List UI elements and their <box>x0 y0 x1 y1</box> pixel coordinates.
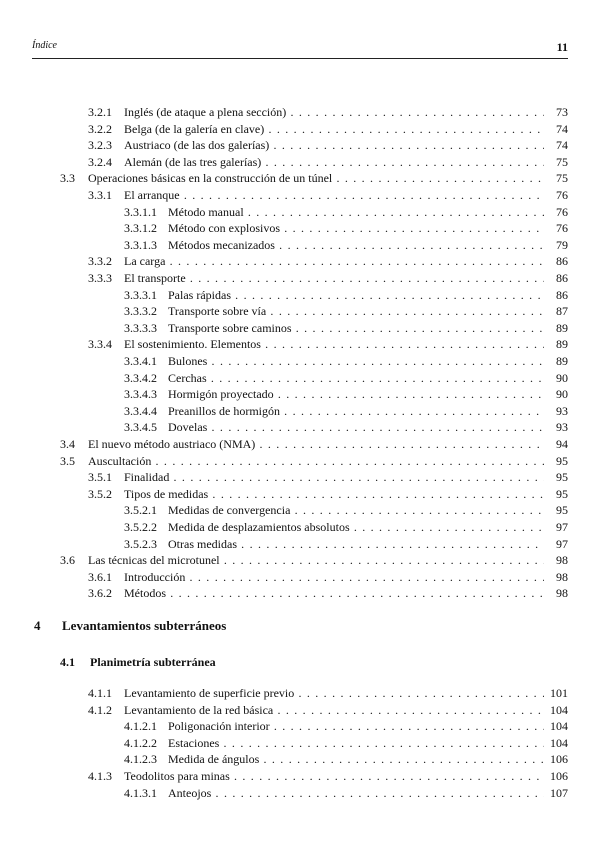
toc-entry <box>0 154 600 170</box>
toc-entry-title: Alemán (de las tres galerías) . . . <box>124 154 544 170</box>
page-number: 11 <box>556 40 568 54</box>
toc-entry-page: 97 <box>556 520 568 534</box>
toc-entry-number: 3.3.1.2 <box>124 221 157 236</box>
toc-entry <box>0 220 600 236</box>
toc-entry-number: 3.3.4 <box>88 337 112 352</box>
toc-entry <box>0 253 600 269</box>
toc-entry-page: 86 <box>556 254 568 269</box>
toc-entry-title: Preanillos de hormigón . . . <box>168 403 544 419</box>
toc-entry <box>0 386 600 402</box>
toc-entry-page: 75 <box>556 154 568 169</box>
toc-entry-number: 3.2.4 <box>88 154 112 169</box>
toc-entry-page: 107 <box>550 785 568 800</box>
toc-entry-title: Operaciones básicas en la construcción de un túnel . . . <box>88 170 544 186</box>
toc-entry-number: 4.1.2.2 <box>124 735 157 750</box>
toc-entry-number: 3.3.1.3 <box>124 237 157 252</box>
toc-entry-title: Estaciones . . . <box>168 735 544 751</box>
toc-entry-number: 3.3.4.4 <box>124 403 157 418</box>
toc-entry-page: 74 <box>556 138 568 153</box>
toc-entry-title: Finalidad . . . <box>124 469 544 485</box>
toc-entry <box>0 270 600 286</box>
toc-entry <box>0 336 600 352</box>
toc-entry-title: Levantamiento de la red básica . . . <box>124 702 544 718</box>
toc-entry-number: 3.5.2 <box>88 486 112 501</box>
toc-entry <box>0 768 600 784</box>
toc-entry-title: Tipos de medidas . . . <box>124 486 544 502</box>
toc-entry-title: Austriaco (de las dos galerías) . . . <box>124 137 544 153</box>
toc-entry <box>0 320 600 336</box>
toc-entry <box>0 469 600 485</box>
toc-entry <box>0 585 600 601</box>
toc-entry-title: El arranque . . . <box>124 187 544 203</box>
toc-entry-title: Medida de desplazamientos absolutos . . . <box>168 519 544 535</box>
toc-entry-title: Métodos . . . <box>124 585 544 601</box>
toc-entry-title: Método con explosivos . . . <box>168 220 544 236</box>
toc-entry-title: Las técnicas del microtunel . . . <box>88 552 544 568</box>
toc-entry-page: 89 <box>556 354 568 368</box>
toc-entry <box>0 718 600 734</box>
toc-entry-number: 4.1.2 <box>88 702 112 717</box>
toc-entry-title: Anteojos . . . <box>168 785 544 801</box>
toc-entry-page: 98 <box>556 586 568 601</box>
toc-entry-page: 76 <box>556 188 568 202</box>
toc-entry-number: 3.3.1 <box>88 188 112 202</box>
toc-entry-page: 75 <box>556 171 568 186</box>
toc-entry-title: El transporte . . . <box>124 270 544 286</box>
toc-entry-title: Método manual . . . <box>168 204 544 220</box>
toc-entry <box>0 419 600 435</box>
toc-entry-number: 3.2.1 <box>88 105 112 119</box>
toc-entry-number: 4.1.2.1 <box>124 719 157 734</box>
toc-entry-page: 106 <box>550 752 568 767</box>
toc-entry-page: 79 <box>556 237 568 252</box>
toc-entry-title: Bulones . . . <box>168 353 544 369</box>
toc-entry-number: 3.3.4.3 <box>124 387 157 402</box>
toc-entry-number: 3.6 <box>60 553 75 568</box>
toc-entry-title: Palas rápidas . . . <box>168 287 544 303</box>
toc-entry-title: Poligonación interior . . . <box>168 718 544 734</box>
toc-entry <box>0 735 600 751</box>
toc-entry <box>0 502 600 518</box>
toc-entry-title: Transporte sobre vía . . . <box>168 303 544 319</box>
toc-entry-number: 3.3.3 <box>88 271 112 285</box>
toc-entry <box>0 170 600 186</box>
toc-entry-number: 3.3.4.5 <box>124 420 157 435</box>
toc-entry-page: 97 <box>556 536 568 551</box>
toc-entry <box>0 785 600 801</box>
toc-entry-number: 3.5.2.3 <box>124 536 157 551</box>
toc-entry-page: 86 <box>556 287 568 302</box>
toc-entry <box>0 137 600 153</box>
toc-entry-title: Teodolitos para minas . . . <box>124 768 544 784</box>
toc-entry <box>0 204 600 220</box>
toc-entry-number: 3.6.2 <box>88 586 112 601</box>
toc-entry <box>0 453 600 469</box>
toc-entry-number: 3.3 <box>60 171 75 186</box>
toc-entry-page: 95 <box>556 486 568 501</box>
toc-entry-page: 98 <box>556 569 568 584</box>
toc-entry-title: Medida de ángulos . . . <box>168 751 544 767</box>
toc-entry <box>0 370 600 386</box>
toc-entry-title: El sostenimiento. Elementos . . . <box>124 336 544 352</box>
toc-entry-number: 4.1.3 <box>88 769 112 783</box>
toc-entry-number: 3.5.1 <box>88 470 112 485</box>
toc-entry-title: Auscultación . . . <box>88 453 544 469</box>
toc-entry-page: 76 <box>556 221 568 236</box>
toc-entry <box>0 685 600 701</box>
toc-entry-page: 76 <box>556 204 568 219</box>
toc-entry-number: 3.5.2.2 <box>124 520 157 534</box>
running-header <box>32 40 568 59</box>
toc-entry-page: 89 <box>556 337 568 352</box>
toc-entry-page: 104 <box>550 735 568 750</box>
toc-entry-title: Otras medidas . . . <box>168 536 544 552</box>
toc-entry-page: 87 <box>556 304 568 319</box>
toc-entry-number: 3.5.2.1 <box>124 503 157 518</box>
toc-entry-title: Medidas de convergencia . . . <box>168 502 544 518</box>
toc-entry-number: 3.3.3.2 <box>124 304 157 319</box>
toc-entry-page: 89 <box>556 320 568 335</box>
toc-entry-page: 74 <box>556 121 568 136</box>
section-number: 4.1 <box>60 655 75 669</box>
toc-entry-page: 94 <box>556 437 568 451</box>
toc-entry <box>0 751 600 767</box>
toc-entry-page: 86 <box>556 271 568 285</box>
toc-entry-title: Hormigón proyectado . . . <box>168 386 544 402</box>
toc-entry <box>0 486 600 502</box>
toc-entry-page: 95 <box>556 453 568 468</box>
toc-entry-title: Dovelas . . . <box>168 419 544 435</box>
toc-entry-number: 3.3.3.1 <box>124 287 157 302</box>
toc-entry-page: 93 <box>556 420 568 435</box>
toc-entry-page: 95 <box>556 503 568 518</box>
toc-entry-page: 90 <box>556 370 568 385</box>
toc-entry <box>0 353 600 369</box>
toc-entry-title: Inglés (de ataque a plena sección) . . . <box>124 104 544 120</box>
header-title: Índice <box>32 40 57 51</box>
toc-entry-title: Transporte sobre caminos . . . <box>168 320 544 336</box>
toc-entry <box>0 121 600 137</box>
toc-entry-page: 98 <box>556 553 568 568</box>
toc-entry-page: 104 <box>550 719 568 734</box>
toc-entry-title: Introducción . . . <box>124 569 544 585</box>
toc-entry <box>0 403 600 419</box>
toc-entry-title: Métodos mecanizados . . . <box>168 237 544 253</box>
toc-entry <box>0 536 600 552</box>
toc-entry-page: 101 <box>550 686 568 700</box>
toc-entry-number: 4.1.1 <box>88 686 112 700</box>
toc-entry-page: 95 <box>556 470 568 485</box>
toc-entry-title: Levantamiento de superficie previo . . . <box>124 685 544 701</box>
toc-entry <box>0 519 600 535</box>
toc-entry-title: El nuevo método austriaco (NMA) . . . <box>88 436 544 452</box>
toc-entry-number: 3.5 <box>60 453 75 468</box>
toc-entry-number: 3.6.1 <box>88 569 112 584</box>
toc-entry-page: 93 <box>556 403 568 418</box>
toc-entry <box>0 187 600 203</box>
toc-entry-number: 4.1.2.3 <box>124 752 157 767</box>
toc-entry <box>0 303 600 319</box>
section-title: Planimetría subterránea <box>90 655 216 669</box>
toc-entry-number: 4.1.3.1 <box>124 785 157 800</box>
toc-entry-page: 90 <box>556 387 568 402</box>
toc-entry-number: 3.3.2 <box>88 254 112 269</box>
toc-entry-number: 3.3.4.1 <box>124 354 157 368</box>
toc-entry-number: 3.2.2 <box>88 121 112 136</box>
toc-entry <box>0 702 600 718</box>
toc-entry-number: 3.3.1.1 <box>124 204 157 219</box>
toc-entry-title: Cerchas . . . <box>168 370 544 386</box>
toc-entry <box>0 569 600 585</box>
chapter-title: Levantamientos subterráneos <box>62 618 227 633</box>
toc-entry-page: 73 <box>556 105 568 119</box>
toc-entry <box>0 436 600 452</box>
toc-entry-title: Belga (de la galería en clave) . . . <box>124 121 544 137</box>
toc-entry-page: 104 <box>550 702 568 717</box>
toc-entry-number: 3.2.3 <box>88 138 112 153</box>
toc-entry-number: 3.4 <box>60 437 75 451</box>
toc-entry-number: 3.3.3.3 <box>124 320 157 335</box>
toc-entry <box>0 287 600 303</box>
toc-entry-number: 3.3.4.2 <box>124 370 157 385</box>
toc-entry <box>0 237 600 253</box>
toc-entry <box>0 104 600 120</box>
toc-entry-title: La carga . . . <box>124 253 544 269</box>
chapter-number: 4 <box>34 618 41 633</box>
toc-entry <box>0 552 600 568</box>
toc-entry-page: 106 <box>550 769 568 783</box>
